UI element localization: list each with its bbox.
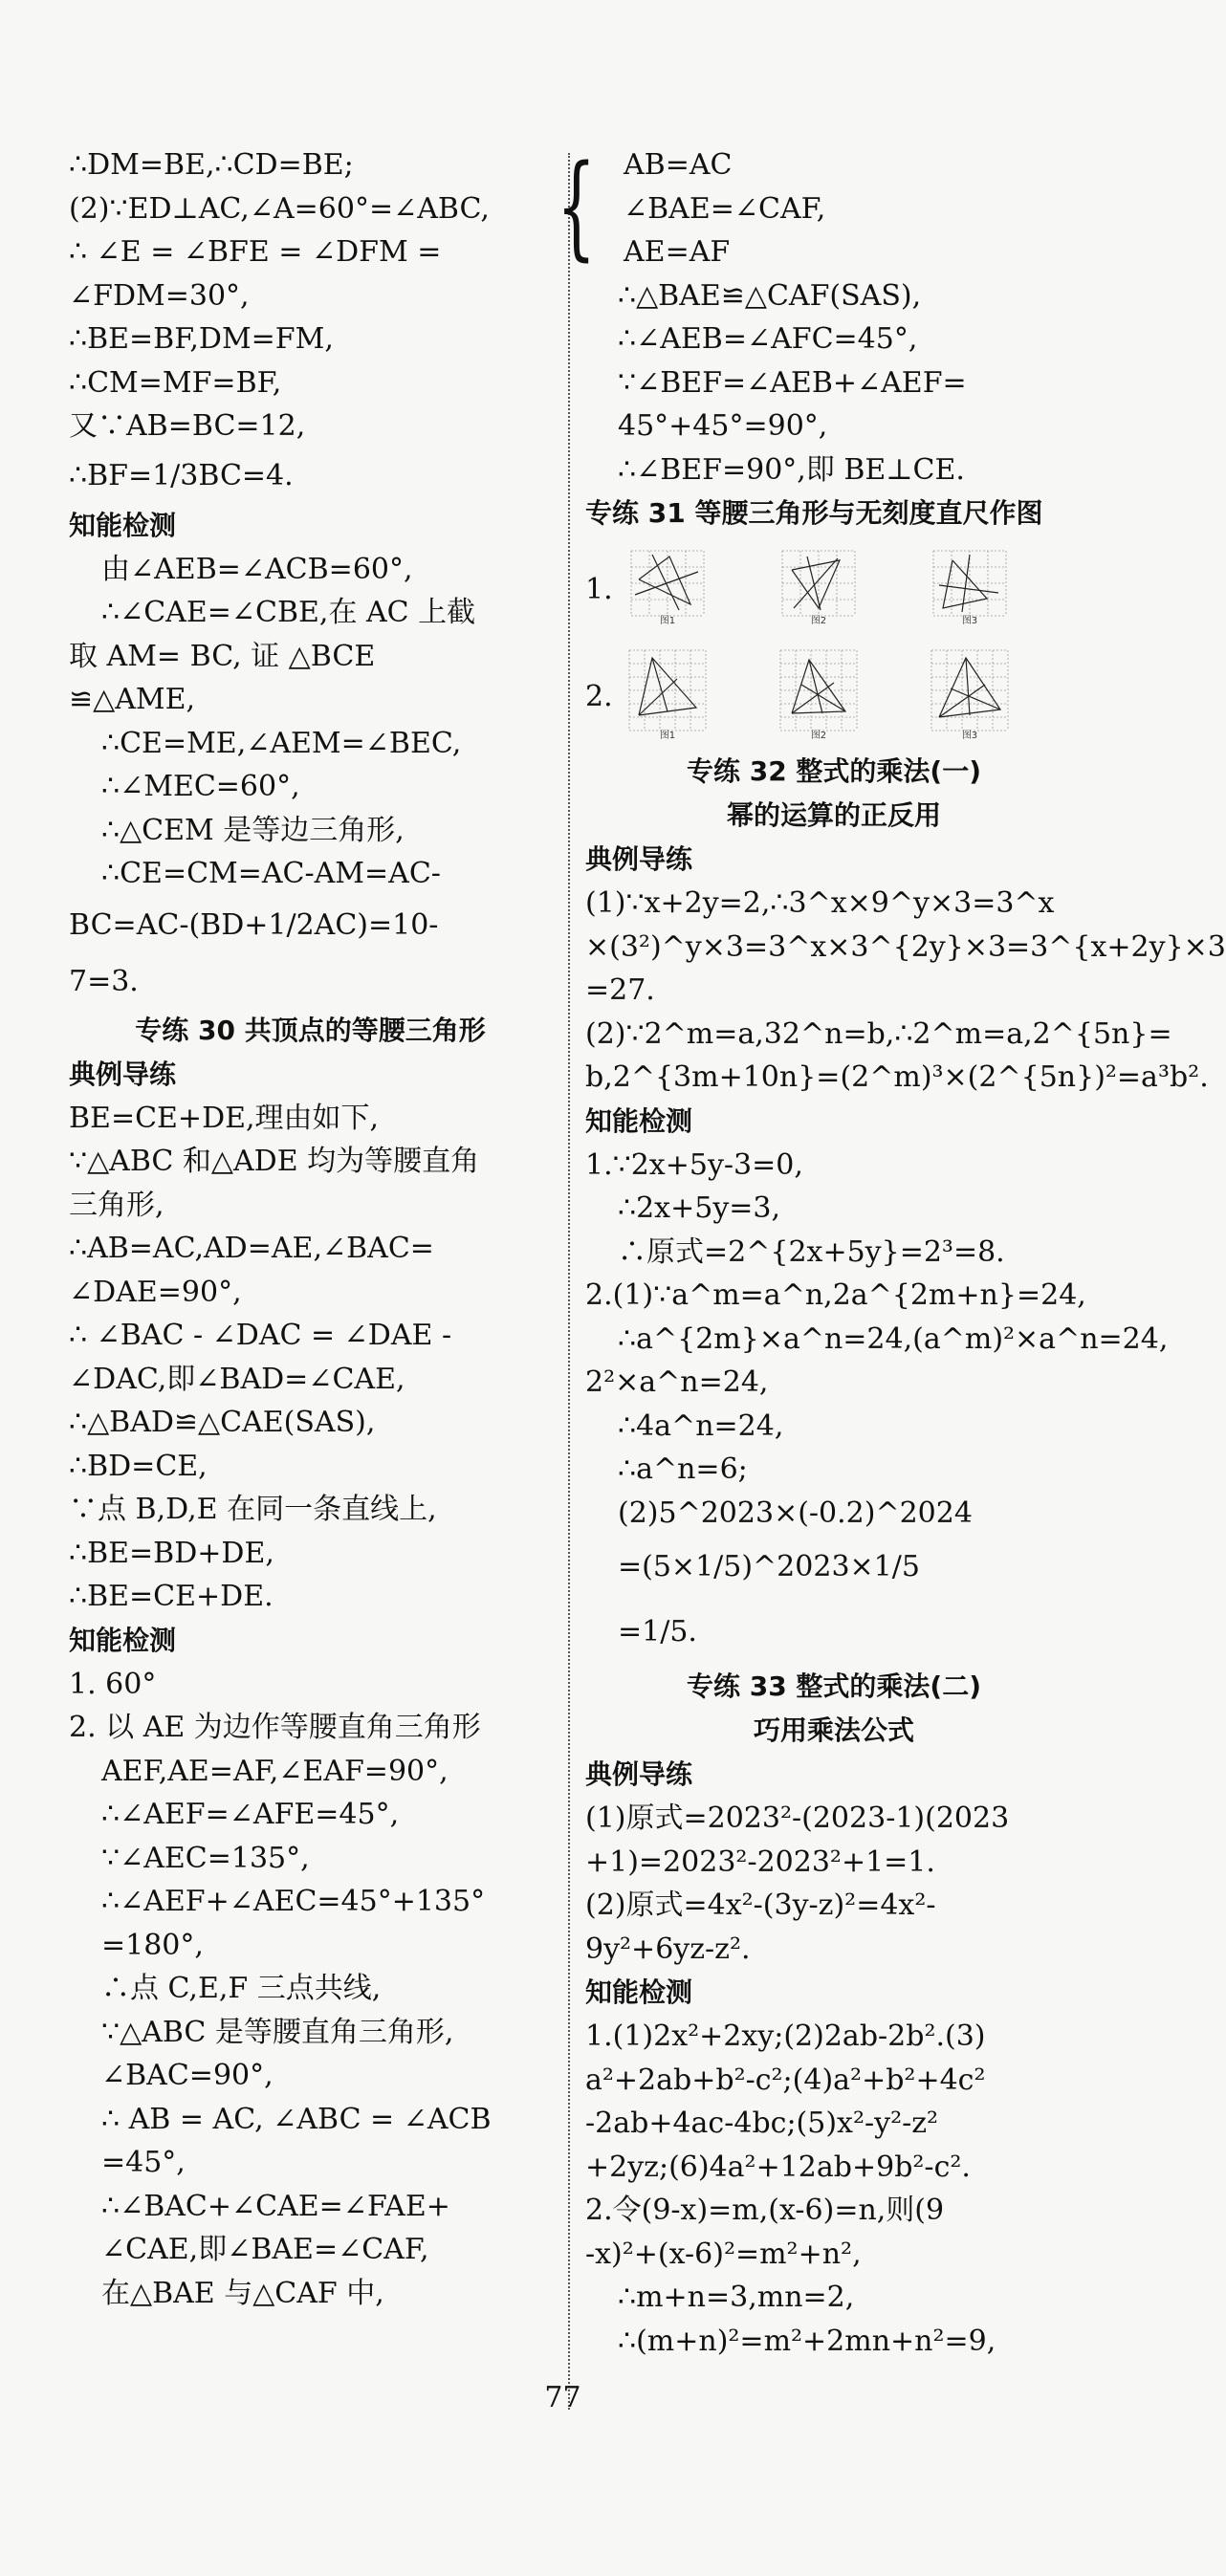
text-line: ∴ AB = AC, ∠ABC = ∠ACB	[101, 2102, 492, 2136]
text-line: ∴BF=1/3BC=4.	[69, 458, 294, 492]
text-line: (1)原式=2023²-(2023-1)(2023	[585, 1801, 1010, 1835]
figure	[629, 650, 706, 742]
section-heading: 幂的运算的正反用	[726, 799, 941, 831]
text-line: =1/5.	[618, 1615, 697, 1648]
right-column	[557, 140, 1226, 2363]
text-line: ∴BE=BD+DE,	[69, 1536, 274, 1570]
figure-caption: 图1	[659, 731, 676, 741]
text-line: ∴点 C,E,F 三点共线,	[101, 1972, 382, 2005]
section-heading: 知能检测	[585, 1976, 693, 2008]
text-line: ∴AB=AC,AD=AE,∠BAC=	[69, 1232, 434, 1265]
text-line: -2ab+4ac-4bc;(5)x²-y²-z²	[585, 2107, 939, 2140]
text-line: =(5×1/5)^2023×1/5	[618, 1550, 920, 1583]
figure	[780, 650, 857, 742]
text-line: ∴a^{2m}×a^n=24,(a^m)²×a^n=24,	[618, 1321, 1169, 1356]
page-number: 77	[544, 2381, 581, 2414]
text-line: BE=CE+DE,理由如下,	[69, 1101, 380, 1135]
text-line: ∴4a^n=24,	[618, 1408, 784, 1443]
text-line: 由∠AEB=∠ACB=60°,	[101, 552, 413, 586]
text-line: +2yz;(6)4a²+12ab+9b²-c².	[585, 2150, 971, 2184]
text-line: ∴ ∠E = ∠BFE = ∠DFM =	[69, 235, 442, 269]
figure	[629, 551, 706, 627]
text-line: ∴a^n=6;	[618, 1452, 748, 1486]
text-line: 2²×a^n=24,	[585, 1365, 769, 1399]
figure-caption: 图1	[659, 616, 676, 626]
text-line: ∠BAE=∠CAF,	[624, 191, 826, 226]
text-line: ∴BE=CE+DE.	[69, 1580, 274, 1613]
text-line: ∴CE=CM=AC-AM=AC-	[101, 857, 441, 890]
text-line: ∴CE=ME,∠AEM=∠BEC,	[101, 726, 462, 760]
figure	[931, 650, 1008, 742]
text-line: 2.(1)∵a^m=a^n,2a^{2m+n}=24,	[585, 1278, 1086, 1312]
text-line: (2)∵2^m=a,32^n=b,∴2^m=a,2^{5n}=	[585, 1016, 1172, 1051]
text-line: (2)原式=4x²-(3y-z)²=4x²-	[585, 1888, 936, 1922]
text-line: ∵∠BEF=∠AEB+∠AEF=	[618, 365, 967, 400]
text-line: ∠DAC,即∠BAD=∠CAE,	[69, 1362, 405, 1396]
text-line: =45°,	[101, 2146, 186, 2179]
figure-caption: 图3	[961, 616, 978, 626]
section-heading: 典例导练	[585, 843, 693, 875]
text-line: ∴m+n=3,mn=2,	[618, 2281, 855, 2314]
text-line: AEF,AE=AF,∠EAF=90°,	[101, 1754, 449, 1788]
text-line: (2)5^2023×(-0.2)^2024	[618, 1495, 973, 1530]
text-line: ∠CAE,即∠BAE=∠CAF,	[101, 2233, 429, 2266]
text-line: ∴∠AEB=∠AFC=45°,	[618, 322, 918, 356]
section-heading: 专练 32 整式的乘法(一)	[686, 755, 982, 787]
text-line: ∴∠CAE=∠CBE,在 AC 上截	[101, 596, 476, 629]
text-line: ∴2x+5y=3,	[618, 1191, 781, 1225]
text-line: ∴ ∠BAC - ∠DAC = ∠DAE -	[69, 1319, 452, 1352]
text-line: ∴原式=2^{2x+5y}=2³=8.	[618, 1234, 1005, 1269]
text-line: ∠BAC=90°,	[101, 2059, 274, 2092]
text-line: ∴∠AEF=∠AFE=45°,	[101, 1798, 400, 1831]
text-line: b,2^{3m+10n}=(2^m)³×(2^{5n})²=a³b².	[585, 1060, 1209, 1094]
text-line: ∴∠BAC+∠CAE=∠FAE+	[101, 2189, 450, 2223]
figure-caption: 图3	[961, 731, 978, 741]
figure-caption: 图2	[810, 731, 827, 741]
section-heading: 知能检测	[585, 1104, 693, 1137]
text-line: ∴∠AEF+∠AEC=45°+135°	[101, 1885, 486, 1918]
text-line: ∴CM=MF=BF,	[69, 365, 282, 400]
section-heading: 知能检测	[69, 1624, 177, 1656]
section-heading: 专练 30 共顶点的等腰三角形	[135, 1014, 486, 1046]
figure	[931, 551, 1008, 627]
text-line: =27.	[585, 973, 655, 1007]
text-line: ∵点 B,D,E 在同一条直线上,	[69, 1493, 437, 1526]
brace-system	[557, 140, 1083, 274]
text-line: 三角形,	[69, 1188, 164, 1222]
left-column	[69, 143, 552, 2315]
figure-row-1	[585, 535, 1083, 643]
text-line: AB=AC	[624, 148, 733, 182]
section-heading: 专练 33 整式的乘法(二)	[686, 1670, 982, 1702]
text-line: ∴△CEM 是等边三角形,	[101, 813, 405, 847]
text-line: ∠FDM=30°,	[69, 278, 250, 313]
grid-figure-icon	[931, 650, 1008, 731]
text-line: (1)∵x+2y=2,∴3^x×9^y×3=3^x	[585, 886, 1055, 920]
text-line: ∵∠AEC=135°,	[101, 1841, 310, 1875]
text-line: ∴∠BEF=90°,即 BE⊥CE.	[618, 452, 965, 487]
grid-figure-icon	[782, 551, 855, 616]
text-line: ∠DAE=90°,	[69, 1275, 242, 1309]
brace-icon: {	[557, 140, 597, 272]
text-line: ∴∠MEC=60°,	[101, 770, 300, 803]
grid-figure-icon	[780, 650, 857, 731]
text-line: -x)²+(x-6)²=m²+n²,	[585, 2237, 862, 2271]
text-line: 45°+45°=90°,	[618, 409, 828, 443]
figure-row-2	[585, 643, 1083, 750]
text-line: BC=AC-(BD+1/2AC)=10-	[69, 907, 439, 942]
item-number: 1.	[585, 572, 613, 606]
text-line: 1.∵2x+5y-3=0,	[585, 1147, 803, 1182]
section-heading: 典例导练	[69, 1058, 177, 1090]
figure	[780, 551, 857, 627]
item-number: 2.	[585, 679, 613, 713]
section-heading: 巧用乘法公式	[753, 1714, 914, 1746]
column-divider	[568, 153, 570, 2410]
text-line: 取 AM= BC, 证 △BCE	[69, 639, 376, 673]
text-line: 2. 以 AE 为边作等腰直角三角形	[69, 1711, 481, 1744]
grid-figure-icon	[933, 551, 1006, 616]
grid-figure-icon	[631, 551, 704, 616]
text-line: ∴△BAE≌△CAF(SAS),	[618, 278, 922, 313]
text-line: 又∵AB=BC=12,	[69, 409, 306, 443]
text-line: 2.令(9-x)=m,(x-6)=n,则(9	[585, 2194, 945, 2227]
section-heading: 专练 31 等腰三角形与无刻度直尺作图	[585, 497, 1043, 529]
text-line: ∴BD=CE,	[69, 1449, 208, 1483]
text-line: AE=AF	[624, 235, 731, 269]
text-line: a²+2ab+b²-c²;(4)a²+b²+4c²	[585, 2063, 986, 2097]
text-line: 9y²+6yz-z².	[585, 1932, 751, 1966]
text-line: ∵△ABC 是等腰直角三角形,	[101, 2015, 454, 2049]
section-heading: 典例导练	[585, 1758, 693, 1790]
text-line: +1)=2023²-2023²+1=1.	[585, 1845, 935, 1879]
text-line: 1.(1)2x²+2xy;(2)2ab-2b².(3)	[585, 2019, 986, 2053]
text-line: (2)∵ED⊥AC,∠A=60°=∠ABC,	[69, 191, 490, 226]
text-line: ≌△AME,	[69, 683, 196, 716]
text-line: ∴BE=BF,DM=FM,	[69, 322, 334, 356]
text-line: ×(3²)^y×3=3^x×3^{2y}×3=3^{x+2y}×3	[585, 929, 1226, 964]
grid-figure-icon	[629, 650, 706, 731]
text-line: ∴△BAD≌△CAE(SAS),	[69, 1406, 376, 1439]
text-line: 在△BAE 与△CAF 中,	[101, 2276, 384, 2310]
text-line: ∴DM=BE,∴CD=BE;	[69, 148, 354, 182]
text-line: =180°,	[101, 1928, 204, 1962]
text-line: 7=3.	[69, 964, 139, 998]
text-line: ∴(m+n)²=m²+2mn+n²=9,	[618, 2324, 996, 2358]
section-heading: 知能检测	[69, 509, 177, 541]
text-line: ∵△ABC 和△ADE 均为等腰直角	[69, 1145, 480, 1178]
figure-caption: 图2	[810, 616, 827, 626]
text-line: 1. 60°	[69, 1667, 157, 1701]
